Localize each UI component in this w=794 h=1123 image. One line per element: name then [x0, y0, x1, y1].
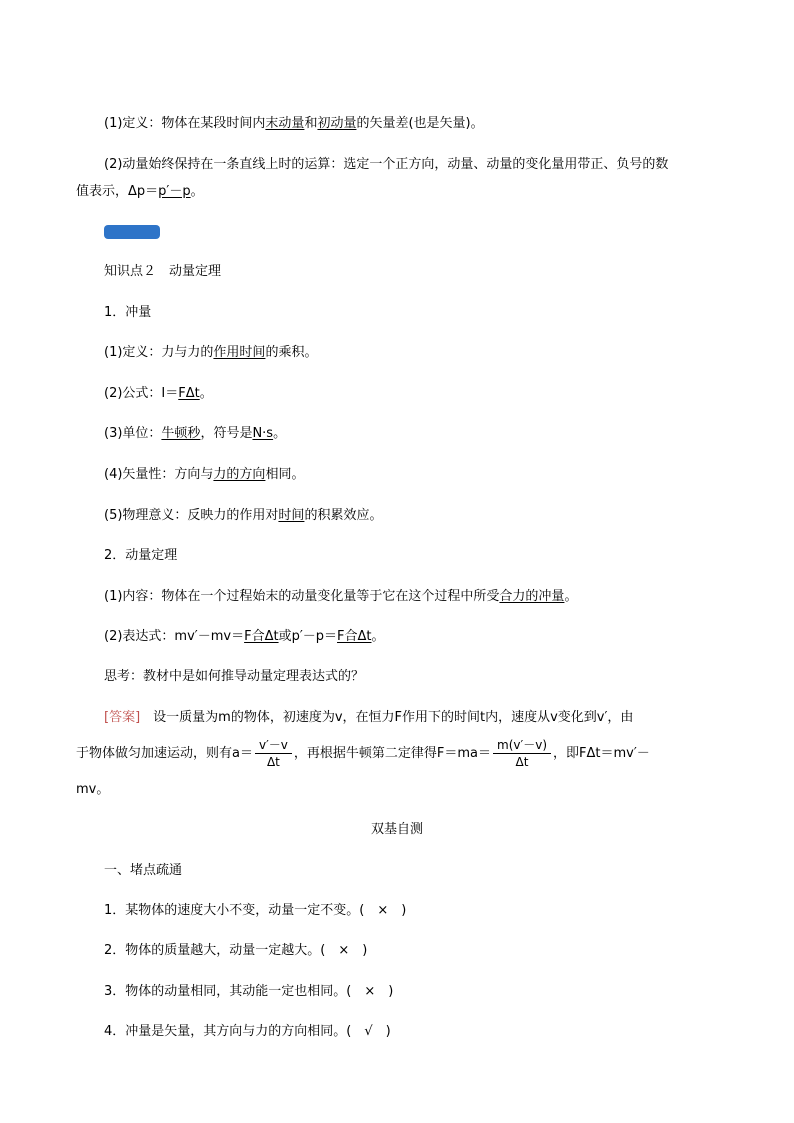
blank-answer: 末动量: [265, 116, 305, 131]
text: (1)定义：物体在某段时间内: [104, 116, 266, 131]
text: (1)定义：力与力的: [104, 345, 214, 360]
selftest-item: 1．某物体的速度大小不变，动量一定不变。( × ): [104, 903, 407, 918]
theorem-content: [104, 587, 577, 607]
blank-answer: 合力的冲量: [499, 589, 565, 604]
blank-answer: 初动量: [317, 116, 357, 131]
fraction-numerator: m(v′－v): [493, 737, 551, 754]
momentum-operation-line2: [76, 182, 204, 202]
text: 的乘积。: [265, 345, 318, 360]
section-badge: [104, 225, 160, 239]
theorem-heading: 2．动量定理: [104, 548, 178, 563]
text: 。: [273, 426, 287, 441]
text: (4)矢量性：方向与: [104, 467, 214, 482]
text: 和: [304, 116, 318, 131]
fraction-acceleration: [255, 737, 292, 770]
text: (3)单位：: [104, 426, 162, 441]
text: 。: [371, 629, 385, 644]
blank-answer: p′－p: [158, 184, 191, 199]
text: 的矢量差(也是矢量)。: [356, 116, 484, 131]
blank-answer: F合Δt: [337, 629, 372, 644]
text: 。: [190, 184, 204, 199]
think-question: 思考：教材中是如何推导动量定理表达式的？: [104, 669, 365, 684]
text: 或p′－p＝: [278, 629, 338, 644]
text: 设一质量为m的物体，初速度为v，在恒力F作用下的时间t内，速度从v变化到v′，由: [140, 710, 634, 725]
blank-answer: 时间: [278, 508, 305, 523]
theorem-expression: [104, 627, 385, 647]
text: 。: [199, 386, 213, 401]
text: 相同。: [265, 467, 305, 482]
blank-answer: N·s: [252, 426, 274, 441]
text: ，再根据牛顿第二定律得F＝ma＝: [293, 746, 492, 761]
answer-line3: mv。: [76, 782, 110, 797]
text: 值表示，Δp＝: [76, 184, 159, 199]
impulse-meaning: [104, 506, 382, 526]
selftest-item: 2．物体的质量越大，动量一定越大。( × ): [104, 943, 368, 958]
fraction-numerator: v′－v: [255, 737, 292, 754]
text: (5)物理意义：反映力的作用对: [104, 508, 279, 523]
impulse-heading: 1．冲量: [104, 305, 152, 320]
fraction-force: [493, 737, 551, 770]
text: 。: [564, 589, 578, 604]
selftest-title: 双基自测: [370, 822, 423, 837]
blank-answer: 力的方向: [213, 467, 266, 482]
selftest-item: 4．冲量是矢量，其方向与力的方向相同。( √ ): [104, 1024, 391, 1039]
text: ，即FΔt＝mv′－: [553, 746, 650, 761]
answer-label: [答案]: [104, 710, 141, 725]
blank-answer: FΔt: [178, 386, 200, 401]
momentum-change-definition: [104, 114, 484, 134]
fraction-denominator: Δt: [266, 755, 280, 769]
text: 的积累效应。: [304, 508, 383, 523]
answer-line2: [76, 734, 650, 774]
fraction-denominator: Δt: [515, 755, 529, 769]
answer-line1: [104, 708, 633, 728]
text: (2)表达式：mv′－mv＝: [104, 629, 245, 644]
text: 于物体做匀加速运动，则有a＝: [76, 746, 253, 761]
text: ，符号是: [200, 426, 253, 441]
impulse-vector: [104, 465, 304, 485]
impulse-unit: [104, 424, 286, 444]
impulse-formula: [104, 384, 213, 404]
selftest-item: 3．物体的动量相同，其动能一定也相同。( × ): [104, 984, 394, 999]
section-title: 知识点２ 动量定理: [104, 264, 222, 279]
blank-answer: 牛顿秒: [161, 426, 201, 441]
selftest-heading: 一、堵点疏通: [104, 863, 183, 878]
blank-answer: 作用时间: [213, 345, 266, 360]
momentum-operation-line1: (2)动量始终保持在一条直线上时的运算：选定一个正方向，动量、动量的变化量用带正、负号的数: [104, 157, 669, 172]
blank-answer: F合Δt: [244, 629, 279, 644]
impulse-definition: [104, 343, 317, 363]
text: (1)内容：物体在一个过程始末的动量变化量等于它在这个过程中所受: [104, 589, 500, 604]
text: (2)公式：I＝: [104, 386, 179, 401]
